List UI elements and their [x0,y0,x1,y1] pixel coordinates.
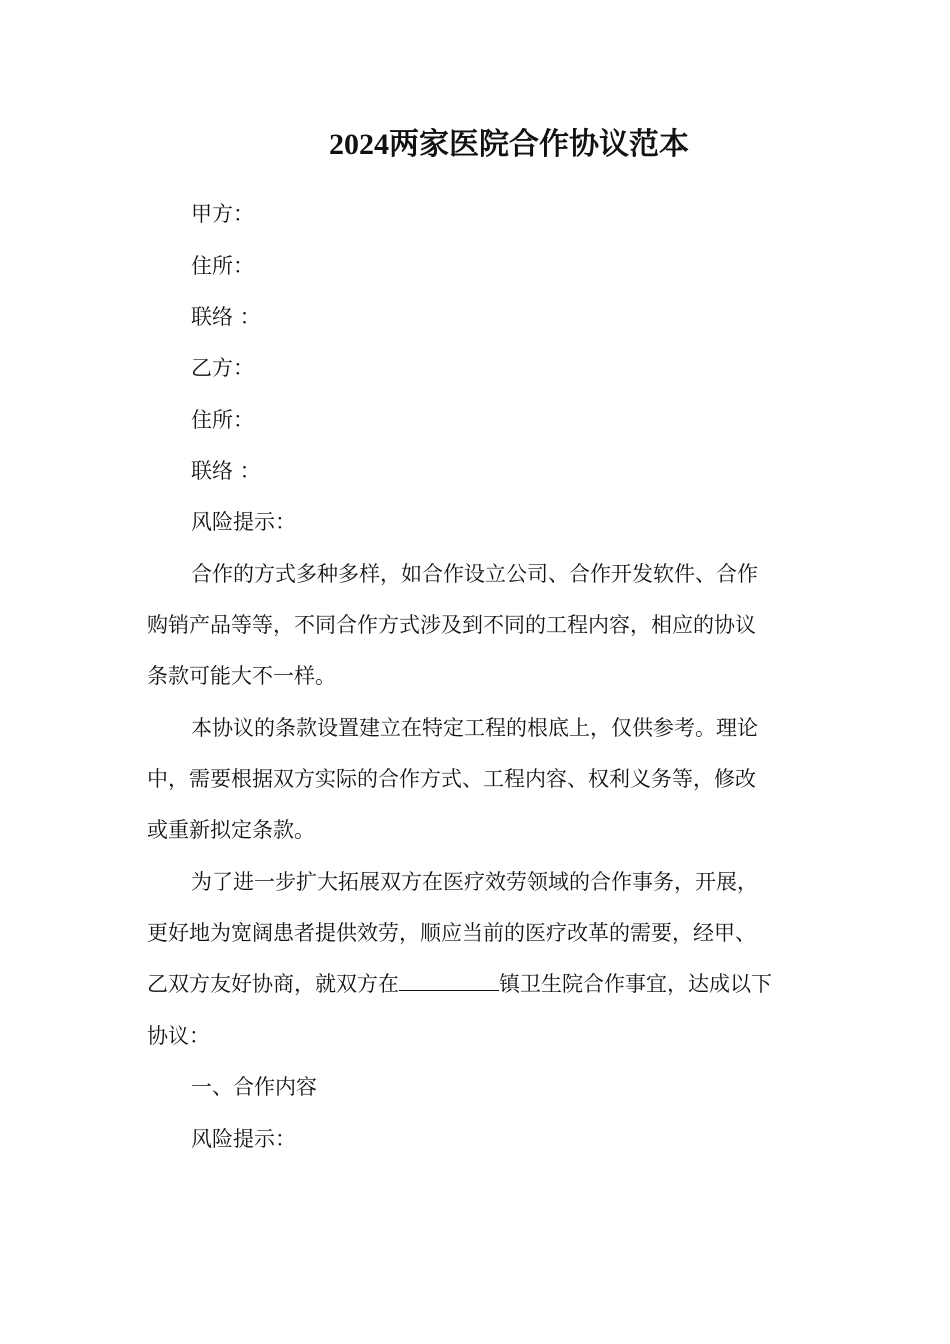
party-b-contact-label: 联络 ： [191,459,261,483]
paragraph-text: 乙双方友好协商，就双方在 [147,972,399,996]
party-b-name-label: 乙方： [191,356,254,380]
paragraph-line: 条款可能大不一样。 [147,664,336,688]
document-title [0,122,950,168]
paragraph-line: 或重新拟定条款。 [147,818,315,842]
party-a-contact-label: 联络 ： [191,305,261,329]
paragraph-line [147,969,807,999]
paragraph-line: 购销产品等等，不同合作方式涉及到不同的工程内容，相应的协议 [147,613,756,637]
party-b-address-label: 住所： [191,408,254,432]
paragraph-line: 本协议的条款设置建立在特定工程的根底上，仅供参考。理论 [191,716,758,740]
risk-notice-label: 风险提示： [191,510,296,534]
paragraph-line: 合作的方式多种多样，如合作设立公司、合作开发软件、合作 [191,562,758,586]
title-text: 两家医院合作协议范本 [389,127,689,162]
fill-in-blank[interactable] [399,970,499,991]
paragraph-text: 镇卫生院合作事宜，达成以下 [499,972,772,996]
paragraph-line: 协议： [147,1024,210,1048]
party-a-name-label: 甲方： [191,202,254,226]
paragraph-line: 中，需要根据双方实际的合作方式、工程内容、权利义务等，修改 [147,767,756,791]
section-heading: 一、合作内容 [191,1075,317,1099]
risk-notice-label: 风险提示： [191,1127,296,1151]
title-year: 2024 [329,128,389,161]
paragraph-line: 更好地为宽阔患者提供效劳，顺应当前的医疗改革的需要，经甲、 [147,921,756,945]
paragraph-line: 为了进一步扩大拓展双方在医疗效劳领域的合作事务，开展， [191,870,758,894]
party-a-address-label: 住所： [191,254,254,278]
